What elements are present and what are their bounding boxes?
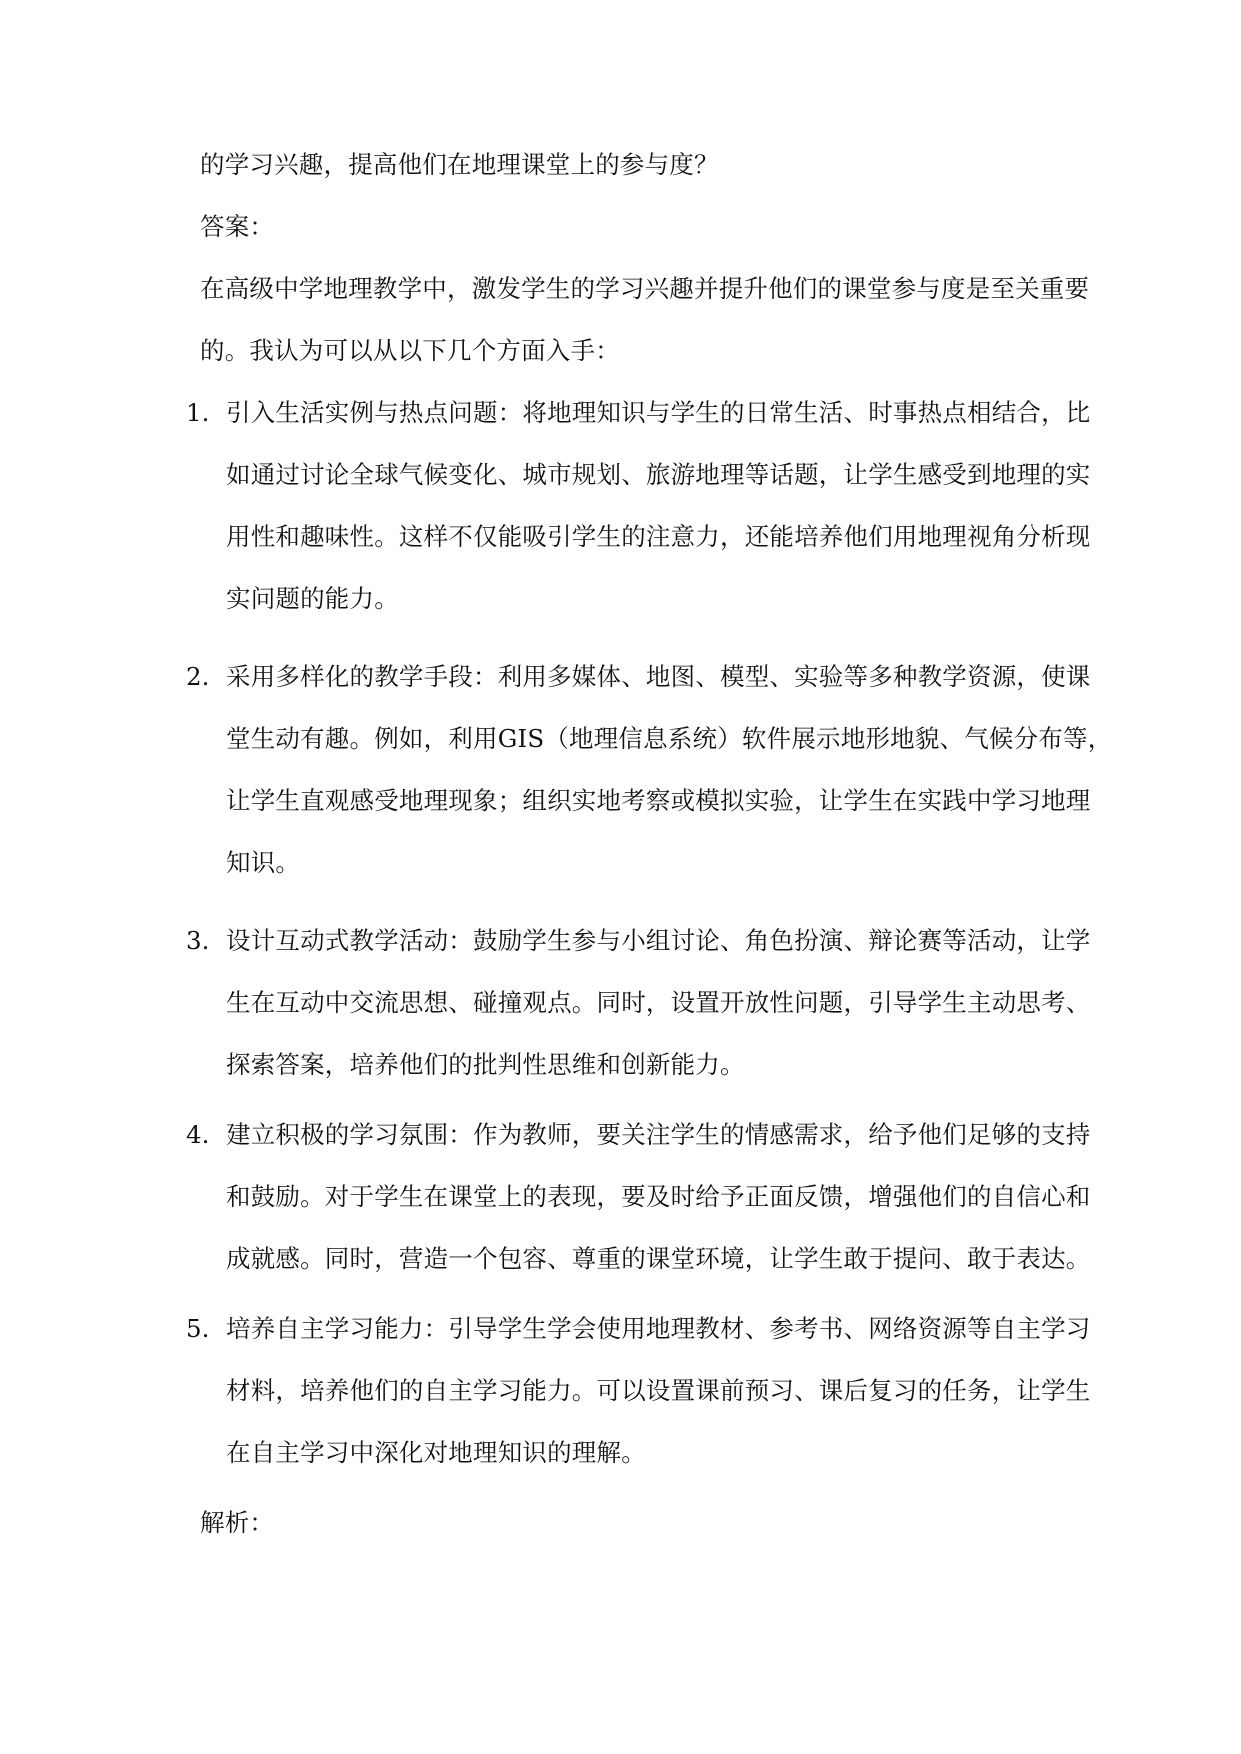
list-item-line: 知识。 (226, 848, 301, 877)
list-number: 4. (186, 1120, 210, 1149)
question-continuation: 的学习兴趣，提高他们在地理课堂上的参与度？ (200, 150, 719, 179)
list-item-line: 培养自主学习能力：引导学生学会使用地理教材、参考书、网络资源等自主学习 (226, 1314, 1091, 1343)
analysis-label: 解析： (200, 1508, 275, 1537)
list-number: 1. (186, 398, 210, 427)
list-item-line: 生在互动中交流思想、碰撞观点。同时，设置开放性问题，引导学生主动思考、 (226, 988, 1091, 1017)
list-item-line: 成就感。同时，营造一个包容、尊重的课堂环境，让学生敢于提问、敢于表达。 (226, 1244, 1091, 1273)
list-item-line: 探索答案，培养他们的批判性思维和创新能力。 (226, 1050, 745, 1079)
list-item-line: 在自主学习中深化对地理知识的理解。 (226, 1438, 646, 1467)
list-item-line: 用性和趣味性。这样不仅能吸引学生的注意力，还能培养他们用地理视角分析现 (226, 522, 1091, 551)
list-item-line: 如通过讨论全球气候变化、城市规划、旅游地理等话题，让学生感受到地理的实 (226, 460, 1091, 489)
list-number: 3. (186, 926, 210, 955)
list-number: 2. (186, 662, 210, 691)
answer-label: 答案： (200, 212, 275, 241)
list-item-line: 和鼓励。对于学生在课堂上的表现，要及时给予正面反馈，增强他们的自信心和 (226, 1182, 1091, 1211)
list-item-line: 建立积极的学习氛围：作为教师，要关注学生的情感需求，给予他们足够的支持 (226, 1120, 1091, 1149)
list-item-line: 材料，培养他们的自主学习能力。可以设置课前预习、课后复习的任务，让学生 (226, 1376, 1091, 1405)
list-item-line: 设计互动式教学活动：鼓励学生参与小组讨论、角色扮演、辩论赛等活动，让学 (226, 926, 1091, 955)
list-number: 5. (186, 1314, 210, 1343)
list-item-line: 堂生动有趣。例如，利用GIS（地理信息系统）软件展示地形地貌、气候分布等， (226, 724, 1113, 753)
list-item-line: 实问题的能力。 (226, 584, 399, 613)
answer-intro-line: 的。我认为可以从以下几个方面入手： (200, 336, 620, 365)
list-item-line: 采用多样化的教学手段：利用多媒体、地图、模型、实验等多种教学资源，使课 (226, 662, 1091, 691)
list-item-line: 让学生直观感受地理现象；组织实地考察或模拟实验，让学生在实践中学习地理 (226, 786, 1091, 815)
answer-intro-line: 在高级中学地理教学中，激发学生的学习兴趣并提升他们的课堂参与度是至关重要 (200, 274, 1090, 303)
list-item-line: 引入生活实例与热点问题：将地理知识与学生的日常生活、时事热点相结合，比 (226, 398, 1091, 427)
